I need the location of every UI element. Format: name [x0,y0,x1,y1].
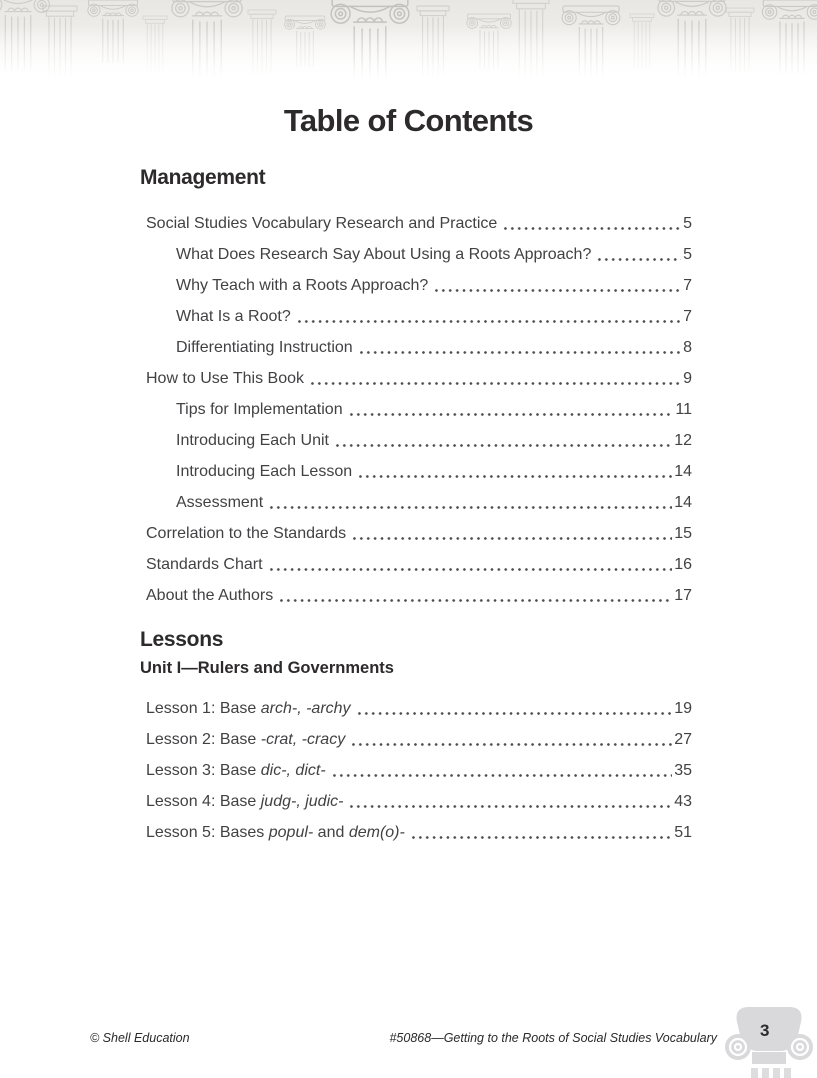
toc-entry-page-number: 7 [683,308,692,325]
toc-entry-label: Lesson 5: Bases popul- and dem(o)- [146,824,405,841]
toc-entry [140,264,692,295]
dot-leader [330,749,673,780]
toc-entry [140,357,692,388]
toc-entry-label: Correlation to the Standards [146,525,347,542]
toc-entry-page-number: 7 [683,277,692,294]
toc-entry-label: How to Use This Book [146,370,304,387]
toc-entry-label: Tips for Implementation [176,401,343,418]
page-title: Table of Contents [283,103,534,138]
toc-entry-page-number: 5 [683,215,692,232]
toc-entry [140,295,692,326]
lessons-entries [140,687,692,842]
toc-entry-label: Differentiating Instruction [176,339,353,356]
toc-entry-page-number: 17 [674,587,692,604]
section-lessons [140,628,692,842]
toc-entry [140,481,692,512]
dot-leader [267,481,672,512]
toc-entry-label: What Does Research Say About Using a Roots Approach? [176,246,592,263]
toc-entry-page-number: 5 [683,246,692,263]
page-number: 3 [760,1021,770,1040]
toc-entry [140,202,692,233]
toc-entry-label: Why Teach with a Roots Approach? [176,277,429,294]
toc-content [140,166,692,842]
greek-columns-sketch-icon [0,0,817,82]
toc-entry-page-number: 8 [683,339,692,356]
toc-entry-label: Social Studies Vocabulary Research and Practice [146,215,498,232]
toc-entry-label: Lesson 4: Base judg-, judic- [146,793,344,810]
dot-leader [267,543,673,574]
unit-1-heading: Unit I—Rulers and Governments [140,659,394,677]
book-reference-text: #50868—Getting to the Roots of Social Studies Vocabulary [389,1031,717,1045]
copyright-text: © Shell Education [90,1031,190,1045]
toc-entry [140,326,692,357]
toc-entry-page-number: 43 [674,793,692,810]
toc-entry-page-number: 14 [674,494,692,511]
header-columns-art [0,0,817,82]
toc-entry [140,574,692,605]
toc-entry-page-number: 19 [674,700,692,717]
dot-leader [357,326,681,357]
toc-entry [140,749,692,780]
toc-entry-label: Lesson 2: Base -crat, -cracy [146,731,346,748]
dot-leader [350,512,672,543]
toc-entry-page-number: 9 [683,370,692,387]
toc-entry-label: Standards Chart [146,556,263,573]
toc-entry-label: What Is a Root? [176,308,291,325]
toc-entry-label: Assessment [176,494,264,511]
dot-leader [501,202,681,233]
dot-leader [308,357,681,388]
dot-leader [347,388,674,419]
dot-leader [277,574,672,605]
toc-entry-label: Introducing Each Lesson [176,463,353,480]
dot-leader [432,264,681,295]
dot-leader [409,811,672,842]
lessons-heading: Lessons [140,628,224,651]
toc-entry-label: Lesson 3: Base dic-, dict- [146,762,326,779]
toc-entry-label: About the Authors [146,587,274,604]
dot-leader [295,295,681,326]
dot-leader [347,780,672,811]
toc-entry-page-number: 14 [674,463,692,480]
toc-entry [140,687,692,718]
toc-entry-page-number: 16 [674,556,692,573]
toc-entry-label: Introducing Each Unit [176,432,329,449]
toc-entry [140,512,692,543]
toc-entry-page-number: 11 [675,401,692,418]
dot-leader [355,687,673,718]
toc-entry-page-number: 15 [674,525,692,542]
management-heading: Management [140,166,266,189]
management-entries [140,202,692,605]
dot-leader [349,718,672,749]
dot-leader [333,419,672,450]
toc-entry [140,233,692,264]
page-footer [90,1031,717,1045]
toc-entry [140,543,692,574]
toc-entry [140,450,692,481]
toc-entry [140,780,692,811]
dot-leader [356,450,672,481]
toc-entry-page-number: 51 [674,824,692,841]
toc-entry-label: Lesson 1: Base arch-, -archy [146,700,351,717]
toc-entry-page-number: 12 [674,432,692,449]
toc-entry [140,419,692,450]
toc-entry-page-number: 27 [674,731,692,748]
toc-entry-page-number: 35 [674,762,692,779]
toc-entry [140,718,692,749]
toc-entry [140,388,692,419]
page-number-badge [721,994,817,1078]
toc-entry [140,811,692,842]
dot-leader [595,233,681,264]
section-management [140,166,692,605]
